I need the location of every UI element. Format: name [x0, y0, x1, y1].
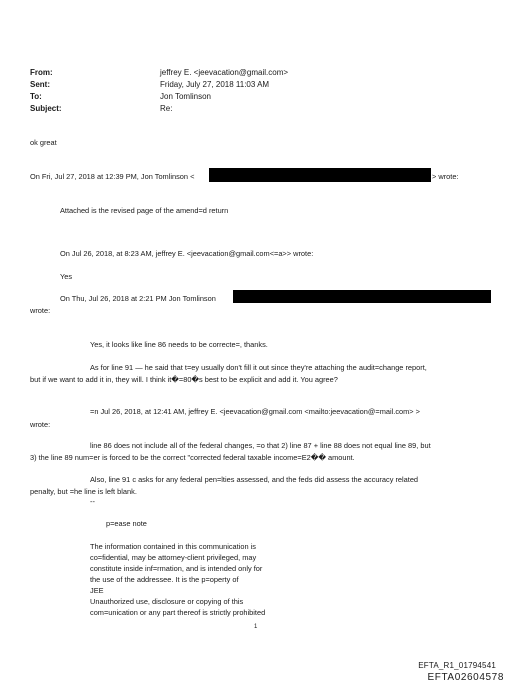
disclaimer-line: the use of the addressee. It is the p=operty of	[90, 575, 239, 584]
from-value: jeffrey E. <jeevacation@gmail.com>	[160, 68, 289, 77]
quote3-paragraph2-line1: As for line 91 — he said that t=ey usually don't fill it out since they're attaching the audit=change report,	[90, 363, 427, 372]
disclaimer-line: constitute inside inf=rmation, and is intended only for	[90, 564, 263, 573]
page-number: 1	[254, 624, 258, 630]
disclaimer-line: JEE	[90, 586, 104, 595]
sent-label: Sent:	[30, 80, 50, 89]
redaction-bar	[209, 168, 431, 182]
disclaimer-line: Unauthorized use, disclosure or copying of this	[90, 597, 244, 606]
quote4-paragraph1-line2: 3) the line 89 num=er is forced to be the correct "corrected federal taxable income=E2�� amount.	[30, 453, 355, 462]
efta-id-secondary: EFTA02604578	[427, 672, 504, 683]
sent-value: Friday, July 27, 2018 11:03 AM	[160, 80, 270, 89]
quote4-paragraph1-line1: line 86 does not include all of the federal changes, =o that 2) line 87 + line 88 does not equal line 89, but	[90, 441, 431, 450]
reply-text: ok great	[30, 138, 57, 147]
quote2-text: Yes	[60, 272, 73, 281]
quote2-header: On Jul 26, 2018, at 8:23 AM, jeffrey E. <jeevacation@gmail.com<=a>> wrote:	[60, 249, 314, 258]
quote1-text: Attached is the revised page of the amend=d return	[60, 206, 229, 215]
quote4-paragraph2-line2: penalty, but =he line is left blank.	[30, 487, 137, 496]
disclaimer-line: co=fidential, may be attorney-client privileged, may	[90, 553, 257, 562]
quote1-header-prefix: On Fri, Jul 27, 2018 at 12:39 PM, Jon Tomlinson <	[30, 172, 195, 181]
to-label: To:	[30, 92, 42, 101]
quote3-paragraph2-line2: but if we want to add it in, they will. I think it�=80�s best to be explicit and add it. You agree?	[30, 375, 338, 384]
disclaimer-line: The information contained in this communication is	[90, 542, 256, 551]
signature-note: p=ease note	[106, 519, 147, 528]
signature-dash: --	[90, 497, 95, 506]
quote4-paragraph2-line1: Also, line 91 c asks for any federal pen=lties assessed, and the feds did assess the accuracy related	[90, 475, 419, 484]
disclaimer-line: com=unication or any part thereof is strictly prohibited	[90, 608, 266, 617]
quote3-wrote: wrote:	[30, 306, 51, 315]
from-label: From:	[30, 68, 53, 77]
quote4-header: =n Jul 26, 2018, at 12:41 AM, jeffrey E. <jeevacation@gmail.com <mailto:jeevacation@=mail.com> >	[90, 407, 420, 416]
subject-value: Re:	[160, 104, 173, 113]
subject-label: Subject:	[30, 104, 62, 113]
redaction-bar	[233, 290, 491, 303]
quote1-header-suffix: > wrote:	[432, 172, 459, 181]
quote3-header-prefix: On Thu, Jul 26, 2018 at 2:21 PM Jon Tomlinson	[60, 294, 216, 303]
quote3-paragraph1: Yes, it looks like line 86 needs to be correcte=, thanks.	[90, 340, 268, 349]
to-value: Jon Tomlinson	[160, 92, 211, 101]
quote4-wrote: wrote:	[30, 420, 51, 429]
efta-id-primary: EFTA_R1_01794541	[418, 661, 496, 670]
